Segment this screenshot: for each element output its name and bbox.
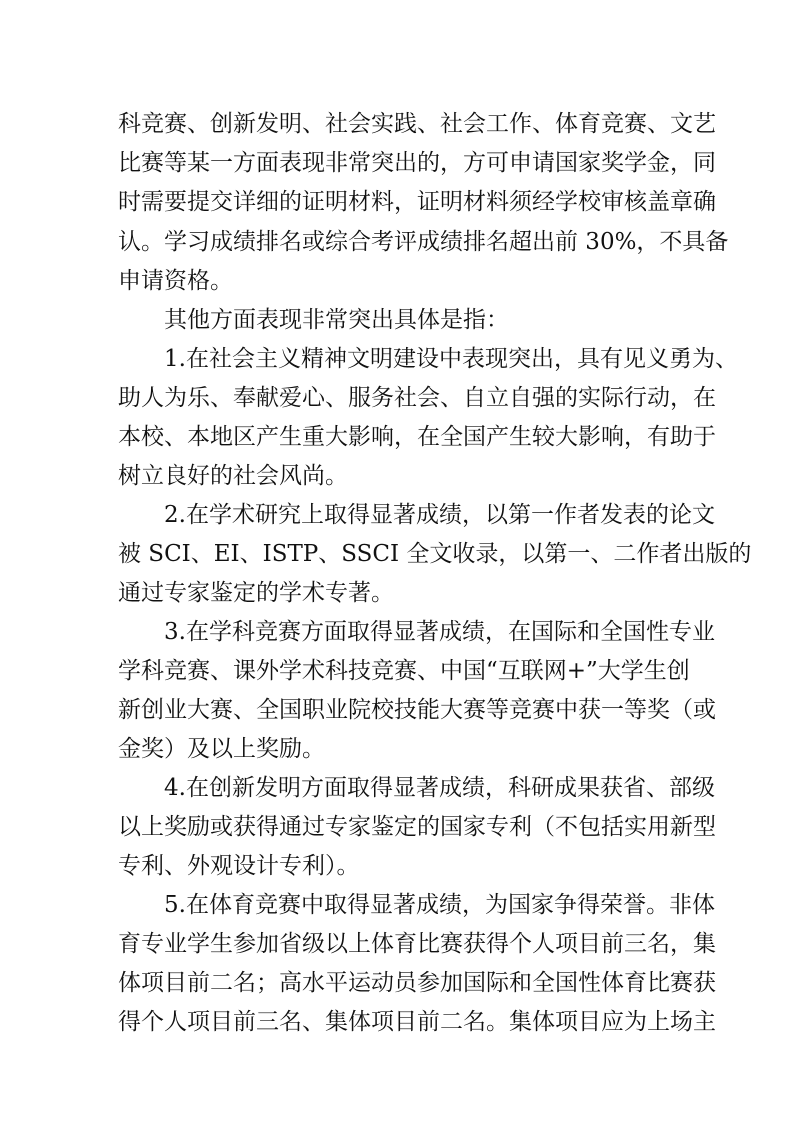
text-line: 专利、外观设计专利）。 [118, 853, 360, 879]
text-line: 育专业学生参加省级以上体育比赛获得个人项目前三名，集 [118, 931, 716, 957]
text-line: 新创业大赛、全国职业院校技能大赛等竞赛中获一等奖（或 [118, 697, 716, 723]
text-line: 申请资格。 [118, 268, 233, 294]
item-1-first-line: 1.在社会主义精神文明建设中表现突出，具有见义勇为、 [164, 346, 738, 372]
text-line: 认。学习成绩排名或综合考评成绩排名超出前 30%，不具备 [118, 229, 729, 255]
text-line: 科竞赛、创新发明、社会实践、社会工作、体育竞赛、文艺 [118, 111, 716, 137]
item-4-first-line: 4.在创新发明方面取得显著成绩，科研成果获省、部级 [164, 775, 715, 801]
text-line: 通过专家鉴定的学术专著。 [118, 580, 394, 606]
item-5-first-line: 5.在体育竞赛中取得显著成绩，为国家争得荣誉。非体 [164, 892, 715, 918]
text-line: 比赛等某一方面表现非常突出的，方可申请国家奖学金，同 [118, 150, 716, 176]
text-line: 学科竞赛、课外学术科技竞赛、中国“互联网+”大学生创 [118, 658, 690, 684]
text-line: 助人为乐、奉献爱心、服务社会、自立自强的实际行动，在 [118, 385, 716, 411]
item-2-first-line: 2.在学术研究上取得显著成绩，以第一作者发表的论文 [164, 502, 715, 528]
text-line: 以上奖励或获得通过专家鉴定的国家专利（不包括实用新型 [118, 814, 716, 840]
text-line: 得个人项目前三名、集体项目前二名。集体项目应为上场主 [118, 1009, 716, 1035]
text-line: 体项目前二名；高水平运动员参加国际和全国性体育比赛获 [118, 970, 716, 996]
item-3-first-line: 3.在学科竞赛方面取得显著成绩，在国际和全国性专业 [164, 619, 715, 645]
text-line: 树立良好的社会风尚。 [118, 463, 348, 489]
section-intro: 其他方面表现非常突出具体是指： [164, 307, 509, 333]
text-line: 时需要提交详细的证明材料，证明材料须经学校审核盖章确 [118, 189, 716, 215]
text-line: 金奖）及以上奖励。 [118, 736, 325, 762]
text-line: 被 SCI、EI、ISTP、SSCI 全文收录，以第一、二作者出版的 [118, 541, 752, 567]
text-line: 本校、本地区产生重大影响，在全国产生较大影响，有助于 [118, 424, 716, 450]
